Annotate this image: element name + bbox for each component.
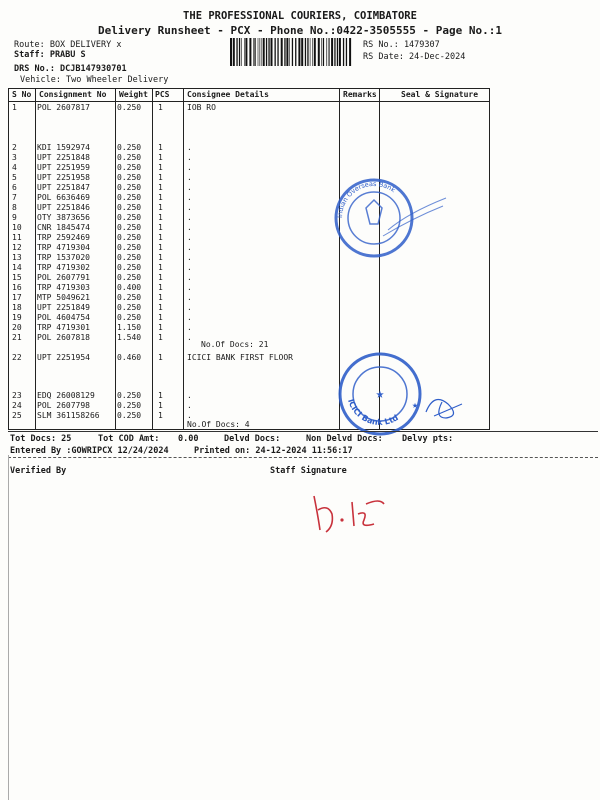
cell-sno: 16 bbox=[12, 283, 22, 292]
cell-sno: 12 bbox=[12, 243, 22, 252]
cell-weight: 0.250 bbox=[117, 303, 142, 312]
cell-cons: CNR 1845474 bbox=[37, 223, 90, 232]
cell-details: . bbox=[187, 333, 192, 342]
cell-pcs: 1 bbox=[158, 173, 163, 182]
col-header-consignee: Consignee Details bbox=[187, 90, 269, 99]
cell-cons: TRP 1537020 bbox=[37, 253, 90, 262]
cell-details: . bbox=[187, 303, 192, 312]
cell-cons: SLM 361158266 bbox=[37, 411, 100, 420]
cell-cons: KDI 1592974 bbox=[37, 143, 90, 152]
cell-details: . bbox=[187, 253, 192, 262]
barcode bbox=[230, 38, 352, 66]
cell-details: . bbox=[187, 183, 192, 192]
cell-weight: 0.250 bbox=[117, 313, 142, 322]
cell-details: . bbox=[187, 203, 192, 212]
cell-details: . bbox=[187, 143, 192, 152]
cell-pcs: 1 bbox=[158, 163, 163, 172]
cell-pcs: 1 bbox=[158, 223, 163, 232]
total-cod-value: 0.00 bbox=[178, 434, 199, 444]
cell-pcs: 1 bbox=[158, 263, 163, 272]
cell-sno: 25 bbox=[12, 411, 22, 420]
cell-details: . bbox=[187, 391, 192, 400]
printed-on: Printed on: 24-12-2024 11:56:17 bbox=[194, 446, 353, 456]
cell-weight: 0.250 bbox=[117, 203, 142, 212]
cell-cons: OTY 3873656 bbox=[37, 213, 90, 222]
cell-details: ICICI BANK FIRST FLOOR bbox=[187, 353, 293, 362]
cell-pcs: 1 bbox=[158, 411, 163, 420]
cell-pcs: 1 bbox=[158, 353, 163, 362]
cell-cons: TRP 4719301 bbox=[37, 323, 90, 332]
cell-cons: UPT 2251846 bbox=[37, 203, 90, 212]
svg-text:ICICI Bank Ltd: ICICI Bank Ltd bbox=[346, 397, 400, 427]
cell-sno: 5 bbox=[12, 173, 17, 182]
cell-cons: POL 2607791 bbox=[37, 273, 90, 282]
cell-details: . bbox=[187, 213, 192, 222]
cell-pcs: 1 bbox=[158, 253, 163, 262]
icici-bank-seal-stamp bbox=[338, 352, 478, 440]
cell-details: . bbox=[187, 411, 192, 420]
cell-sno: 23 bbox=[12, 391, 22, 400]
cell-weight: 0.250 bbox=[117, 183, 142, 192]
cell-cons: TRP 2592469 bbox=[37, 233, 90, 242]
cell-pcs: 1 bbox=[158, 303, 163, 312]
runsheet-title: Delivery Runsheet - PCX - Phone No.:0422-3505555 - Page No.:1 bbox=[98, 24, 502, 37]
cell-details: . bbox=[187, 323, 192, 332]
col-header-seal-signature: Seal & Signature bbox=[401, 90, 479, 99]
cell-weight: 0.250 bbox=[117, 263, 142, 272]
cell-sno: 21 bbox=[12, 333, 22, 342]
cell-weight: 0.400 bbox=[117, 283, 142, 292]
cell-cons: TRP 4719304 bbox=[37, 243, 90, 252]
cell-details: . bbox=[187, 243, 192, 252]
cell-cons: UPT 2251958 bbox=[37, 173, 90, 182]
rs-date: RS Date: 24-Dec-2024 bbox=[363, 52, 466, 62]
cell-sno: 7 bbox=[12, 193, 17, 202]
group-doc-count: No.Of Docs: 4 bbox=[187, 420, 250, 429]
cell-sno: 20 bbox=[12, 323, 22, 332]
cell-details: . bbox=[187, 163, 192, 172]
cell-sno: 2 bbox=[12, 143, 17, 152]
delivery-points: Delvy pts: bbox=[402, 434, 454, 444]
cell-pcs: 1 bbox=[158, 283, 163, 292]
cell-cons: TRP 4719302 bbox=[37, 263, 90, 272]
cell-sno: 24 bbox=[12, 401, 22, 410]
cell-details: . bbox=[187, 173, 192, 182]
svg-text:★: ★ bbox=[375, 386, 385, 402]
cell-weight: 0.250 bbox=[117, 153, 142, 162]
cell-details: . bbox=[187, 193, 192, 202]
delivered-docs: Delvd Docs: bbox=[224, 434, 281, 444]
bank-seal-stamp bbox=[328, 178, 448, 258]
svg-text:Indian Overseas Bank: Indian Overseas Bank bbox=[335, 179, 397, 219]
col-header-remarks: Remarks bbox=[343, 90, 377, 99]
cell-pcs: 1 bbox=[158, 401, 163, 410]
svg-text:★: ★ bbox=[412, 400, 419, 411]
cell-pcs: 1 bbox=[158, 313, 163, 322]
cell-pcs: 1 bbox=[158, 203, 163, 212]
cell-sno: 17 bbox=[12, 293, 22, 302]
col-header-weight: Weight bbox=[119, 90, 148, 99]
cell-cons: POL 6636469 bbox=[37, 193, 90, 202]
company-name: THE PROFESSIONAL COURIERS, COIMBATORE bbox=[183, 10, 417, 22]
cell-sno: 18 bbox=[12, 303, 22, 312]
entered-by: Entered By :GOWRIPCX 12/24/2024 bbox=[10, 446, 169, 456]
non-delivered-docs: Non Delvd Docs: bbox=[306, 434, 383, 444]
cell-details: IOB RO bbox=[187, 103, 216, 112]
vehicle-label: Vehicle: Two Wheeler Delivery bbox=[20, 75, 169, 85]
cell-weight: 0.250 bbox=[117, 213, 142, 222]
cell-pcs: 1 bbox=[158, 293, 163, 302]
cell-cons: POL 4604754 bbox=[37, 313, 90, 322]
cell-cons: UPT 2251954 bbox=[37, 353, 90, 362]
cell-weight: 0.250 bbox=[117, 163, 142, 172]
cell-weight: 0.250 bbox=[117, 233, 142, 242]
cell-pcs: 1 bbox=[158, 213, 163, 222]
cell-cons: UPT 2251959 bbox=[37, 163, 90, 172]
rs-number: RS No.: 1479307 bbox=[363, 40, 440, 50]
cell-pcs: 1 bbox=[158, 153, 163, 162]
cell-pcs: 1 bbox=[158, 391, 163, 400]
cell-pcs: 1 bbox=[158, 333, 163, 342]
total-docs: Tot Docs: 25 bbox=[10, 434, 72, 444]
drs-number: DRS No.: DCJB147930701 bbox=[14, 64, 127, 74]
cell-cons: MTP 5049621 bbox=[37, 293, 90, 302]
cell-details: . bbox=[187, 273, 192, 282]
cell-weight: 0.250 bbox=[117, 103, 142, 112]
cell-weight: 0.460 bbox=[117, 353, 142, 362]
cell-details: . bbox=[187, 283, 192, 292]
cell-pcs: 1 bbox=[158, 273, 163, 282]
cell-details: . bbox=[187, 223, 192, 232]
cell-pcs: 1 bbox=[158, 183, 163, 192]
cell-sno: 1 bbox=[12, 103, 17, 112]
cell-cons: POL 2607798 bbox=[37, 401, 90, 410]
staff-signature: Staff Signature bbox=[270, 466, 347, 476]
staff-label: Staff: PRABU S bbox=[14, 50, 86, 60]
cell-pcs: 1 bbox=[158, 243, 163, 252]
total-cod-label: Tot COD Amt: bbox=[98, 434, 160, 444]
cell-details: . bbox=[187, 233, 192, 242]
cell-sno: 4 bbox=[12, 163, 17, 172]
cell-sno: 22 bbox=[12, 353, 22, 362]
cell-weight: 0.250 bbox=[117, 411, 142, 420]
cell-weight: 0.250 bbox=[117, 253, 142, 262]
cell-sno: 15 bbox=[12, 273, 22, 282]
cell-pcs: 1 bbox=[158, 193, 163, 202]
cell-cons: UPT 2251847 bbox=[37, 183, 90, 192]
cell-weight: 1.540 bbox=[117, 333, 142, 342]
cell-weight: 0.250 bbox=[117, 143, 142, 152]
col-header-sno: S No bbox=[12, 90, 32, 99]
cell-cons: UPT 2251848 bbox=[37, 153, 90, 162]
col-header-pcs: PCS bbox=[155, 90, 170, 99]
cell-cons: UPT 2251849 bbox=[37, 303, 90, 312]
cell-details: . bbox=[187, 293, 192, 302]
cell-pcs: 1 bbox=[158, 103, 163, 112]
cell-pcs: 1 bbox=[158, 143, 163, 152]
cell-sno: 3 bbox=[12, 153, 17, 162]
handwritten-signature bbox=[308, 490, 388, 536]
cell-cons: EDQ 26008129 bbox=[37, 391, 95, 400]
cell-cons: POL 2607817 bbox=[37, 103, 90, 112]
cell-weight: 0.250 bbox=[117, 173, 142, 182]
cell-pcs: 1 bbox=[158, 233, 163, 242]
cell-sno: 9 bbox=[12, 213, 17, 222]
cell-sno: 13 bbox=[12, 253, 22, 262]
cell-weight: 1.150 bbox=[117, 323, 142, 332]
cell-sno: 19 bbox=[12, 313, 22, 322]
cell-details: . bbox=[187, 313, 192, 322]
route-label: Route: BOX DELIVERY x bbox=[14, 40, 122, 50]
cell-sno: 11 bbox=[12, 233, 22, 242]
cell-cons: TRP 4719303 bbox=[37, 283, 90, 292]
cell-weight: 0.250 bbox=[117, 273, 142, 282]
cell-pcs: 1 bbox=[158, 323, 163, 332]
cell-sno: 14 bbox=[12, 263, 22, 272]
cell-details: . bbox=[187, 263, 192, 272]
group-doc-count: No.Of Docs: 21 bbox=[201, 340, 269, 349]
cell-sno: 8 bbox=[12, 203, 17, 212]
cell-weight: 0.250 bbox=[117, 243, 142, 252]
col-header-consignment: Consignment No bbox=[39, 90, 107, 99]
cell-weight: 0.250 bbox=[117, 193, 142, 202]
cell-sno: 6 bbox=[12, 183, 17, 192]
cell-weight: 0.250 bbox=[117, 401, 142, 410]
cell-weight: 0.250 bbox=[117, 293, 142, 302]
cell-cons: POL 2607818 bbox=[37, 333, 90, 342]
cell-sno: 10 bbox=[12, 223, 22, 232]
cell-details: . bbox=[187, 153, 192, 162]
verified-by: Verified By bbox=[10, 466, 67, 476]
cell-weight: 0.250 bbox=[117, 391, 142, 400]
cell-details: . bbox=[187, 401, 192, 410]
cell-weight: 0.250 bbox=[117, 223, 142, 232]
